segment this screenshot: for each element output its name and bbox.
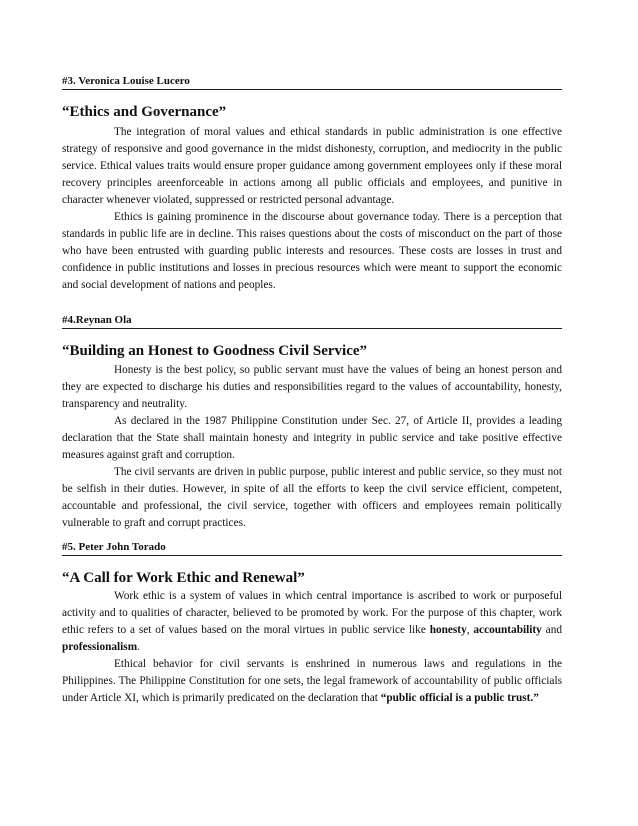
bold-term: honesty — [429, 624, 467, 636]
separator-text: and — [541, 624, 562, 636]
paragraph: Ethics is gaining prominence in the discourse about governance today. There is a perception that standards in public life are in decline. This raises questions about the costs of misconduct on the part of those who have been entrusted with guarding public interests and resources. These costs are losses in trust and confidence in public institutions and losses in precious resources which were meant to support the economic and social development of nations and peoples. — [62, 211, 562, 291]
section-5 — [62, 540, 562, 556]
section-body — [62, 362, 562, 532]
section-body — [62, 124, 562, 294]
paragraph: The civil servants are driven in public purpose, public interest and public service, so they must not be selfish in their duties. However, in spite of all the efforts to keep the civil service efficient, competent, accountable and professional, the civil service, together with officers and employees remain politically vulnerable to graft and corrupt practices. — [62, 466, 562, 529]
section-body — [62, 588, 562, 707]
section-header: #3. Veronica Louise Lucero — [62, 74, 562, 90]
period-text: . — [137, 641, 140, 653]
paragraph: Honesty is the best policy, so public servant must have the values of being an honest person and they are expected to discharge his duties and responsibilities regard to the values of accountability, honesty, transparency and neutrality. — [62, 364, 562, 410]
paragraph: The integration of moral values and ethical standards in public administration is one effective strategy of responsive and good governance in the midst dishonesty, corruption, and mediocrity in the public service. Ethical values traits would ensure proper guidance among government employees only if these moral recovery principles areenforceable in actions among all public officials and employees, and punitive in character whenever violated, suppressed or restricted personal advantage. — [62, 126, 562, 206]
paragraph — [62, 588, 562, 656]
paragraph — [62, 656, 562, 707]
bold-quote: “public official is a public trust.” — [380, 692, 539, 704]
separator-text: , — [466, 624, 474, 636]
bold-term: professionalism — [62, 641, 138, 653]
paragraph-text: Work ethic is a system of values in which central importance is ascribed to work or purposeful activity and to qualities of character, believed to be promoted by work. For the purpose of this chapter, work ethic refers to a set of values based on the moral virtues in public service like — [62, 590, 562, 636]
paragraph-text: Ethical behavior for civil servants is enshrined in numerous laws and regulations in the Philippines. The Philippine Constitution for one sets, the legal framework of accountability of public officials under Article XI, which is primarily predicated on the declaration that — [62, 658, 562, 704]
section-4 — [62, 313, 562, 329]
section-header: #5. Peter John Torado — [62, 540, 562, 556]
section-3 — [62, 74, 562, 90]
section-title: “Building an Honest to Goodness Civil Service” — [62, 343, 368, 359]
section-title: “Ethics and Governance” — [62, 104, 227, 120]
section-title: “A Call for Work Ethic and Renewal” — [62, 570, 305, 586]
paragraph: As declared in the 1987 Philippine Constitution under Sec. 27, of Article II, provides a leading declaration that the State shall maintain honesty and integrity in public service and take positive effective measures against graft and corruption. — [62, 415, 562, 461]
bold-term: accountability — [473, 624, 542, 636]
section-header: #4.Reynan Ola — [62, 313, 562, 329]
